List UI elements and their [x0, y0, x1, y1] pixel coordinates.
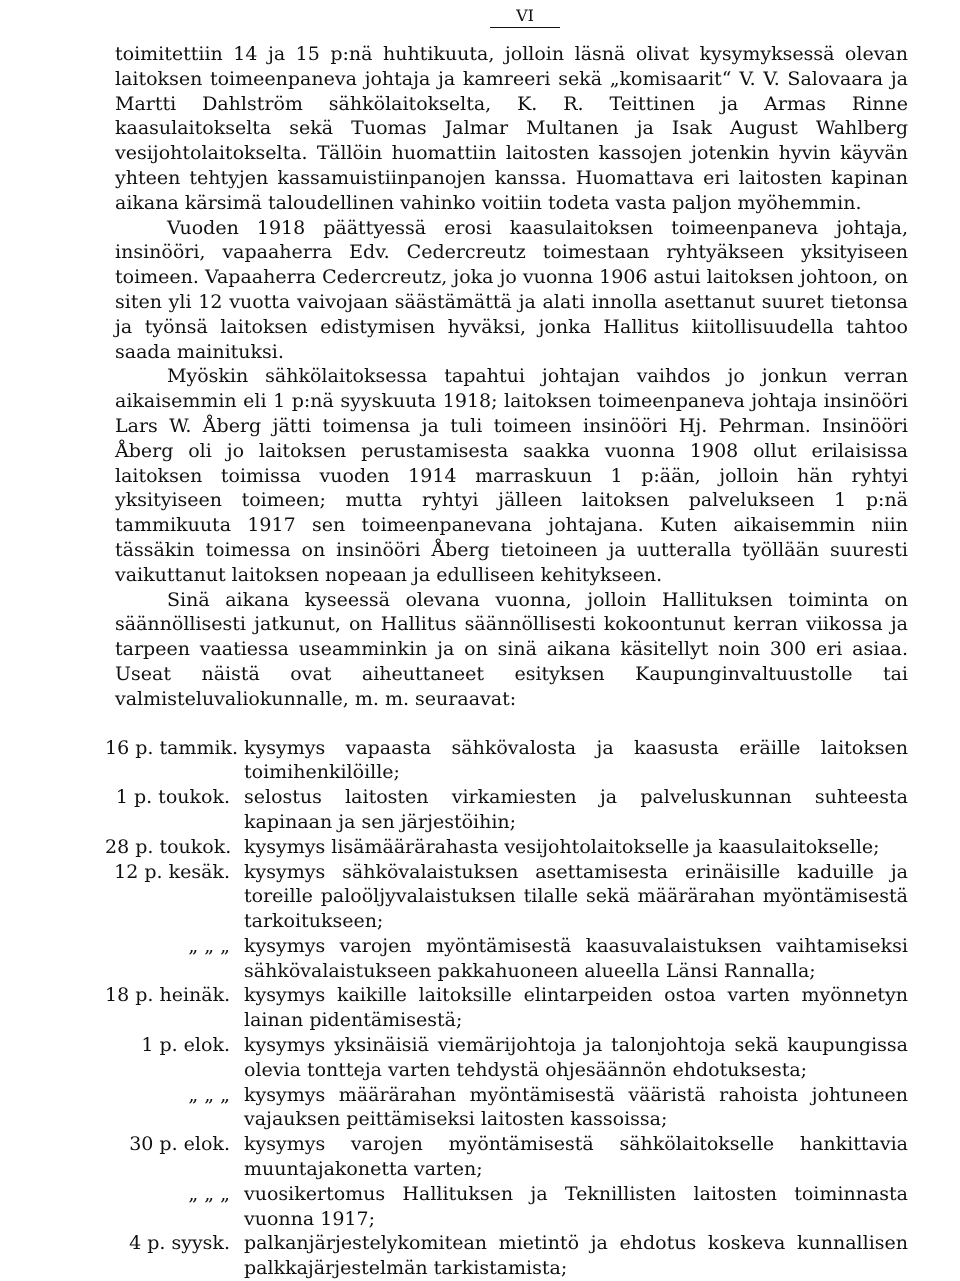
- item-date: 30 p. elok.: [129, 1133, 230, 1156]
- list-item: [115, 1033, 908, 1083]
- list-item: [115, 860, 908, 934]
- list-item: [115, 1083, 908, 1133]
- item-text: kysymys varojen myöntämisestä kaasuvalaistuksen vaihtamiseksi sähkövalaistukseen pakkahuoneen alueella Länsi Rannalla;: [244, 934, 908, 982]
- paragraph: Vuoden 1918 päättyessä erosi kaasulaitoksen toimeenpaneva johtaja, insinööri, vapaaherra Edv. Cedercreutz toimestaan ryhtyäkseen yksityiseen toimeen. Vapaaherra Cedercreutz, joka jo vuonna 1906 astui laitoksen johtoon, on siten yli 12 vuotta vaivojaan säästämättä ja alati innolla asettanut suuret tietonsa ja työnsä laitoksen edistymisen hyväksi, jonka Hallitus kiitollisuudella tahtoo saada mainituksi.: [115, 216, 909, 363]
- paragraph: toimitettiin 14 ja 15 p:nä huhtikuuta, jolloin läsnä olivat kysymyksessä olevan laitoksen toimeenpaneva johtaja ja kamreeri sekä „komisaarit“ V. V. Salovaara ja Martti Dahlström sähkölaitokselta, K. R. Teittinen ja Armas Rinne kaasulaitokselta sekä Tuomas Jalmar Multanen ja Isak August Wahlberg vesijohtolaitokselta. Tällöin huomattiin laitosten kassojen jotenkin hyvin käyvän yhteen tehtyjen kassamuistiinpanojen kanssa. Huomattava eri laitosten kapinan aikana kärsimä taloudellinen vahinko voitiin todeta vasta paljon myöhemmin.: [115, 43, 908, 214]
- paragraph: Sinä aikana kyseessä olevana vuonna, jolloin Hallituksen toiminta on säännöllisesti jatkunut, on Hallitus säännöllisesti kokoontunut kerran viikossa ja tarpeen vaatiessa useamminkin ja on sinä aikana käsitellyt noin 300 eri asiaa. Useat näistä ovat aiheuttaneet esityksen Kaupunginvaltuustolle tai valmisteluvaliokunnalle, m. m. seuraavat:: [115, 588, 908, 710]
- paragraph: Myöskin sähkölaitoksessa tapahtui johtajan vaihdos jo jonkun verran aikaisemmin eli 1 p:nä syyskuuta 1918; laitoksen toimeenpaneva johtaja insinööri Lars W. Åberg jätti toimensa ja tuli toimeen insinööri Hj. Pehrman. Insinööri Åberg oli jo laitoksen perustamisesta saakka vuonna 1908 ollut erilaisissa laitoksen toimissa vuoden 1914 marraskuun 1 p:ään, jolloin hän ryhtyi yksityiseen toimeen; mutta ryhtyi jälleen laitoksen palvelukseen 1 p:nä tammikuuta 1917 sen toimeenpanevana johtajana. Kuten aikaisemmin niin tässäkin toimessa on insinööri Åberg tietoineen ja uutteralla työllään suuresti vaikuttanut laitoksen nopeaan ja edulliseen kehitykseen.: [115, 365, 908, 586]
- list-item: [115, 1182, 908, 1232]
- item-text: kysymys sähkövalaistuksen asettamisesta erinäisille kaduille ja toreille paloöljyvalaistuksen tilalle sekä määrärahan myöntämisestä tarkoitukseen;: [244, 860, 908, 933]
- list-item: [105, 835, 908, 860]
- item-date: 16 p. tammik.: [105, 736, 239, 759]
- item-date: 1 p. elok.: [141, 1034, 230, 1057]
- item-text: selostus laitosten virkamiesten ja palveluskunnan suhteesta kapinaan ja sen järjestöihin;: [244, 786, 908, 833]
- document-body: [105, 42, 909, 1281]
- list-item: [105, 983, 908, 1033]
- item-date: „ „ „: [188, 934, 230, 957]
- item-text: kysymys varojen myöntämisestä sähkölaitokselle hankittavia muuntajakonetta varten;: [244, 1133, 908, 1181]
- item-text: vuosikertomus Hallituksen ja Teknillisten laitosten toiminnasta vuonna 1917;: [244, 1182, 908, 1230]
- item-date: 1 p. toukok.: [115, 786, 230, 809]
- list-item: [115, 934, 908, 984]
- item-text: kysymys vapaasta sähkövalosta ja kaasusta eräille laitoksen toimihenkilöille;: [244, 736, 908, 784]
- list-item: [115, 1132, 908, 1182]
- item-text: kysymys kaikille laitoksille elintarpeiden ostoa varten myönnetyn lainan pidentämisestä;: [244, 984, 908, 1032]
- item-text: kysymys lisämäärärahasta vesijohtolaitokselle ja kaasulaitokselle;: [244, 835, 880, 858]
- item-date: 12 p. kesäk.: [114, 860, 230, 883]
- item-text: kysymys määrärahan myöntämisestä vääristä rahoista johtuneen vajauksen peittämiseksi laitosten kassoissa;: [244, 1083, 908, 1131]
- page-number: VI: [490, 6, 560, 28]
- list-item: [115, 785, 908, 835]
- item-text: kysymys yksinäisiä viemärijohtoja ja talonjohtoja sekä kaupungissa olevia tontteja varten tehdystä ohjesäännön ehdotuksesta;: [244, 1034, 908, 1081]
- list-item: [105, 736, 908, 786]
- item-date: „ „ „: [188, 1182, 230, 1205]
- item-date: „ „ „: [188, 1083, 230, 1106]
- item-date: 4 p. syysk.: [129, 1232, 230, 1255]
- item-date: 28 p. toukok.: [105, 835, 232, 858]
- list-item: [115, 1231, 908, 1281]
- item-date: 18 p. heinäk.: [105, 984, 231, 1007]
- item-text: palkanjärjestelykomitean mietintö ja ehdotus koskeva kunnallisen palkkajärjestelmän tarkistamista;: [244, 1232, 908, 1280]
- agenda-list: [105, 736, 908, 1281]
